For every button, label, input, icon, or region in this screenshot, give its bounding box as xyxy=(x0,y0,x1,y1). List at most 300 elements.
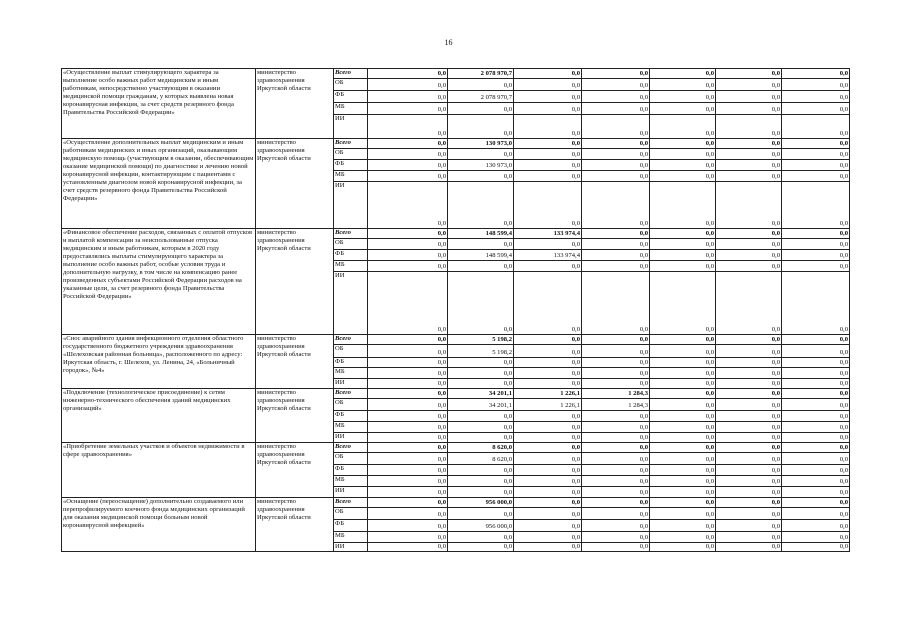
amount-cell: 0,0 xyxy=(582,368,650,379)
amount-cell: 0,0 xyxy=(582,379,650,389)
amount-cell: 0,0 xyxy=(716,498,782,508)
funding-source: ФБ xyxy=(334,520,368,532)
amount-cell: 0,0 xyxy=(582,160,650,171)
amount-cell: 0,0 xyxy=(582,465,650,476)
amount-cell: 0,0 xyxy=(448,272,514,335)
amount-cell: 130 973,0 xyxy=(448,160,514,171)
total-row xyxy=(62,229,850,239)
amount-cell: 0,0 xyxy=(514,411,582,422)
total-row xyxy=(62,498,850,508)
amount-cell: 0,0 xyxy=(582,103,650,115)
amount-cell: 0,0 xyxy=(368,115,448,139)
amount-cell: 0,0 xyxy=(782,335,850,345)
amount-cell: 0,0 xyxy=(368,411,448,422)
measure-description: «Осуществление выплат стимулирующего характера за выполнение особо важных работ медицинским и иным работникам, непосредственно участвующим в оказании медицинской помощи гражданам, у которых выявлена новая коронавирусная инфекция, за счет средств резервного фонда Правительства Российской Федерации» xyxy=(62,69,256,139)
executor: министерство здравоохранения Иркутской области xyxy=(256,335,334,389)
total-row xyxy=(62,69,850,79)
measure-description: «Оснащение (переоснащение) дополнительно создаваемого или перепрофилируемого коечного фонда медицинских организаций для оказания медицинской помощи больным новой коронавирусной инфекцией» xyxy=(62,498,256,552)
amount-cell: 0,0 xyxy=(782,358,850,368)
funding-source: ИИ xyxy=(334,182,368,229)
amount-cell: 0,0 xyxy=(782,520,850,532)
amount-cell: 0,0 xyxy=(650,422,716,433)
measure-description: «Финансовое обеспечение расходов, связанных с оплатой отпусков и выплатой компенсации за неиспользованные отпуска медицинским и иным работникам, которым в 2020 году предоставлялись выплаты стимулирующего характера за выполнение особо важных работ, особые условия труда и дополнительную нагрузку, в том числе на компенсацию ранее произведенных субъектами Российской Федерации расходов на указанные цели, за счет резервного фонда Правительства Российской Федерации» xyxy=(62,229,256,335)
total-row xyxy=(62,389,850,399)
amount-cell: 0,0 xyxy=(782,508,850,520)
amount-cell: 0,0 xyxy=(716,345,782,358)
executor: министерство здравоохранения Иркутской области xyxy=(256,69,334,139)
amount-cell: 0,0 xyxy=(368,422,448,433)
amount-cell: 0,0 xyxy=(782,79,850,91)
amount-cell: 0,0 xyxy=(782,465,850,476)
amount-cell: 0,0 xyxy=(782,487,850,498)
amount-cell: 0,0 xyxy=(448,433,514,443)
amount-cell: 148 599,4 xyxy=(448,250,514,261)
executor: министерство здравоохранения Иркутской области xyxy=(256,229,334,335)
amount-cell: 0,0 xyxy=(514,498,582,508)
amount-cell: 0,0 xyxy=(782,345,850,358)
amount-cell: 0,0 xyxy=(514,69,582,79)
amount-cell: 0,0 xyxy=(650,182,716,229)
amount-cell: 8 620,0 xyxy=(448,453,514,465)
funding-source: ОБ xyxy=(334,399,368,411)
amount-cell: 0,0 xyxy=(650,411,716,422)
amount-cell: 0,0 xyxy=(716,476,782,487)
amount-cell: 0,0 xyxy=(368,160,448,171)
amount-cell: 0,0 xyxy=(650,520,716,532)
amount-cell: 0,0 xyxy=(782,160,850,171)
amount-cell: 0,0 xyxy=(650,91,716,103)
amount-cell: 956 000,0 xyxy=(448,498,514,508)
amount-cell: 0,0 xyxy=(368,368,448,379)
funding-source: МБ xyxy=(334,171,368,182)
funding-source: ОБ xyxy=(334,508,368,520)
measure-description: «Снос аварийного здания инфекционного отделения областного государственного бюджетного учреждения здравоохранения «Шелеховская районная больница», расположенного по адресу: Иркутская область, г. Шелехов, ул. Ленина, 24, «Больничный городок», №4» xyxy=(62,335,256,389)
amount-cell: 0,0 xyxy=(782,171,850,182)
amount-cell: 0,0 xyxy=(782,422,850,433)
amount-cell: 0,0 xyxy=(716,543,782,552)
amount-cell: 0,0 xyxy=(582,335,650,345)
amount-cell: 34 201,1 xyxy=(448,399,514,411)
amount-cell: 0,0 xyxy=(582,498,650,508)
amount-cell: 0,0 xyxy=(368,443,448,453)
amount-cell: 0,0 xyxy=(514,345,582,358)
amount-cell: 2 078 970,7 xyxy=(448,69,514,79)
amount-cell: 0,0 xyxy=(514,368,582,379)
amount-cell: 0,0 xyxy=(650,532,716,543)
amount-cell: 0,0 xyxy=(650,433,716,443)
amount-cell: 0,0 xyxy=(514,532,582,543)
amount-cell: 0,0 xyxy=(368,79,448,91)
amount-cell: 0,0 xyxy=(582,229,650,239)
amount-cell: 0,0 xyxy=(582,543,650,552)
amount-cell: 0,0 xyxy=(716,433,782,443)
amount-cell: 0,0 xyxy=(716,139,782,149)
amount-cell: 0,0 xyxy=(448,149,514,160)
funding-source: ИИ xyxy=(334,115,368,139)
funding-source: Всего xyxy=(334,443,368,453)
amount-cell: 34 201,1 xyxy=(448,389,514,399)
amount-cell: 0,0 xyxy=(650,508,716,520)
amount-cell: 0,0 xyxy=(448,532,514,543)
amount-cell: 2 078 970,7 xyxy=(448,91,514,103)
amount-cell: 0,0 xyxy=(368,476,448,487)
total-row xyxy=(62,139,850,149)
total-row xyxy=(62,443,850,453)
amount-cell: 0,0 xyxy=(782,182,850,229)
amount-cell: 0,0 xyxy=(650,229,716,239)
amount-cell: 130 973,0 xyxy=(448,139,514,149)
budget-table-body xyxy=(62,69,850,552)
amount-cell: 0,0 xyxy=(650,379,716,389)
amount-cell: 0,0 xyxy=(716,115,782,139)
amount-cell: 0,0 xyxy=(582,453,650,465)
amount-cell: 0,0 xyxy=(782,498,850,508)
amount-cell: 0,0 xyxy=(448,239,514,250)
amount-cell: 0,0 xyxy=(582,476,650,487)
amount-cell: 0,0 xyxy=(582,433,650,443)
amount-cell: 0,0 xyxy=(582,443,650,453)
amount-cell: 0,0 xyxy=(448,182,514,229)
amount-cell: 0,0 xyxy=(582,149,650,160)
amount-cell: 0,0 xyxy=(514,261,582,272)
funding-source: ОБ xyxy=(334,345,368,358)
amount-cell: 5 198,2 xyxy=(448,335,514,345)
funding-source: ФБ xyxy=(334,411,368,422)
amount-cell: 0,0 xyxy=(650,272,716,335)
amount-cell: 0,0 xyxy=(716,508,782,520)
funding-source: ОБ xyxy=(334,453,368,465)
amount-cell: 0,0 xyxy=(582,272,650,335)
amount-cell: 0,0 xyxy=(368,182,448,229)
amount-cell: 0,0 xyxy=(782,69,850,79)
amount-cell: 0,0 xyxy=(650,399,716,411)
amount-cell: 0,0 xyxy=(650,69,716,79)
amount-cell: 0,0 xyxy=(448,487,514,498)
amount-cell: 0,0 xyxy=(368,532,448,543)
amount-cell: 0,0 xyxy=(716,182,782,229)
funding-source: ИИ xyxy=(334,543,368,552)
amount-cell: 133 974,4 xyxy=(514,250,582,261)
amount-cell: 0,0 xyxy=(650,139,716,149)
amount-cell: 0,0 xyxy=(448,476,514,487)
amount-cell: 0,0 xyxy=(782,532,850,543)
funding-source: ФБ xyxy=(334,91,368,103)
amount-cell: 0,0 xyxy=(514,465,582,476)
funding-source: МБ xyxy=(334,103,368,115)
amount-cell: 0,0 xyxy=(782,368,850,379)
amount-cell: 0,0 xyxy=(650,115,716,139)
amount-cell: 0,0 xyxy=(716,443,782,453)
amount-cell: 0,0 xyxy=(368,453,448,465)
funding-source: МБ xyxy=(334,532,368,543)
funding-source: МБ xyxy=(334,368,368,379)
amount-cell: 0,0 xyxy=(716,69,782,79)
amount-cell: 0,0 xyxy=(716,250,782,261)
funding-source: Всего xyxy=(334,335,368,345)
amount-cell: 0,0 xyxy=(368,272,448,335)
amount-cell: 0,0 xyxy=(650,453,716,465)
total-row xyxy=(62,335,850,345)
amount-cell: 0,0 xyxy=(716,487,782,498)
amount-cell: 0,0 xyxy=(368,261,448,272)
amount-cell: 0,0 xyxy=(650,498,716,508)
amount-cell: 1 284,3 xyxy=(582,389,650,399)
amount-cell: 0,0 xyxy=(448,543,514,552)
amount-cell: 0,0 xyxy=(650,345,716,358)
amount-cell: 0,0 xyxy=(368,69,448,79)
amount-cell: 0,0 xyxy=(716,171,782,182)
amount-cell: 0,0 xyxy=(368,149,448,160)
amount-cell: 0,0 xyxy=(514,182,582,229)
amount-cell: 0,0 xyxy=(582,487,650,498)
amount-cell: 0,0 xyxy=(650,476,716,487)
amount-cell: 0,0 xyxy=(582,182,650,229)
amount-cell: 0,0 xyxy=(782,239,850,250)
amount-cell: 0,0 xyxy=(782,543,850,552)
amount-cell: 0,0 xyxy=(716,335,782,345)
amount-cell: 0,0 xyxy=(582,422,650,433)
amount-cell: 0,0 xyxy=(514,335,582,345)
amount-cell: 0,0 xyxy=(716,358,782,368)
amount-cell: 1 226,1 xyxy=(514,389,582,399)
amount-cell: 0,0 xyxy=(448,103,514,115)
amount-cell: 0,0 xyxy=(782,411,850,422)
amount-cell: 0,0 xyxy=(368,139,448,149)
amount-cell: 0,0 xyxy=(782,229,850,239)
amount-cell: 0,0 xyxy=(448,171,514,182)
amount-cell: 0,0 xyxy=(514,272,582,335)
amount-cell: 0,0 xyxy=(514,149,582,160)
funding-source: ОБ xyxy=(334,149,368,160)
amount-cell: 0,0 xyxy=(448,411,514,422)
amount-cell: 0,0 xyxy=(368,498,448,508)
amount-cell: 0,0 xyxy=(782,115,850,139)
amount-cell: 148 599,4 xyxy=(448,229,514,239)
amount-cell: 0,0 xyxy=(716,229,782,239)
amount-cell: 0,0 xyxy=(650,443,716,453)
funding-source: Всего xyxy=(334,389,368,399)
amount-cell: 0,0 xyxy=(368,508,448,520)
amount-cell: 1 284,3 xyxy=(582,399,650,411)
amount-cell: 0,0 xyxy=(582,239,650,250)
measure-description: «Приобретение земельных участков и объектов недвижимости в сфере здравоохранения» xyxy=(62,443,256,498)
amount-cell: 0,0 xyxy=(716,368,782,379)
amount-cell: 0,0 xyxy=(368,543,448,552)
amount-cell: 0,0 xyxy=(782,453,850,465)
page-number: 16 xyxy=(444,38,453,47)
funding-source: Всего xyxy=(334,139,368,149)
amount-cell: 0,0 xyxy=(448,368,514,379)
funding-source: ОБ xyxy=(334,79,368,91)
amount-cell: 0,0 xyxy=(782,91,850,103)
amount-cell: 0,0 xyxy=(368,465,448,476)
amount-cell: 0,0 xyxy=(782,389,850,399)
amount-cell: 0,0 xyxy=(650,160,716,171)
amount-cell: 0,0 xyxy=(782,272,850,335)
funding-source: ИИ xyxy=(334,272,368,335)
amount-cell: 0,0 xyxy=(716,532,782,543)
amount-cell: 0,0 xyxy=(368,250,448,261)
funding-source: ОБ xyxy=(334,239,368,250)
amount-cell: 0,0 xyxy=(368,399,448,411)
amount-cell: 0,0 xyxy=(650,171,716,182)
amount-cell: 0,0 xyxy=(448,358,514,368)
amount-cell: 0,0 xyxy=(782,443,850,453)
amount-cell: 0,0 xyxy=(582,358,650,368)
amount-cell: 0,0 xyxy=(368,229,448,239)
amount-cell: 0,0 xyxy=(514,433,582,443)
funding-source: ФБ xyxy=(334,465,368,476)
funding-source: МБ xyxy=(334,261,368,272)
budget-table xyxy=(61,68,850,552)
amount-cell: 0,0 xyxy=(782,433,850,443)
funding-source: МБ xyxy=(334,422,368,433)
amount-cell: 8 620,0 xyxy=(448,443,514,453)
amount-cell: 0,0 xyxy=(582,508,650,520)
amount-cell: 0,0 xyxy=(716,399,782,411)
amount-cell: 0,0 xyxy=(514,508,582,520)
amount-cell: 0,0 xyxy=(650,465,716,476)
amount-cell: 0,0 xyxy=(514,239,582,250)
amount-cell: 0,0 xyxy=(514,487,582,498)
amount-cell: 0,0 xyxy=(582,69,650,79)
amount-cell: 0,0 xyxy=(368,335,448,345)
amount-cell: 0,0 xyxy=(716,261,782,272)
funding-source: Всего xyxy=(334,69,368,79)
amount-cell: 0,0 xyxy=(650,389,716,399)
amount-cell: 0,0 xyxy=(650,261,716,272)
amount-cell: 0,0 xyxy=(716,389,782,399)
amount-cell: 133 974,4 xyxy=(514,229,582,239)
funding-source: ФБ xyxy=(334,250,368,261)
amount-cell: 0,0 xyxy=(514,103,582,115)
amount-cell: 0,0 xyxy=(716,272,782,335)
executor: министерство здравоохранения Иркутской области xyxy=(256,139,334,229)
amount-cell: 0,0 xyxy=(514,139,582,149)
amount-cell: 0,0 xyxy=(582,79,650,91)
amount-cell: 0,0 xyxy=(582,171,650,182)
amount-cell: 0,0 xyxy=(368,103,448,115)
amount-cell: 956 000,0 xyxy=(448,520,514,532)
amount-cell: 0,0 xyxy=(448,379,514,389)
amount-cell: 0,0 xyxy=(716,465,782,476)
amount-cell: 0,0 xyxy=(782,379,850,389)
amount-cell: 0,0 xyxy=(716,91,782,103)
amount-cell: 0,0 xyxy=(716,149,782,160)
funding-source: МБ xyxy=(334,476,368,487)
amount-cell: 0,0 xyxy=(514,160,582,171)
amount-cell: 0,0 xyxy=(582,261,650,272)
amount-cell: 0,0 xyxy=(514,443,582,453)
amount-cell: 0,0 xyxy=(368,239,448,250)
amount-cell: 0,0 xyxy=(716,411,782,422)
amount-cell: 0,0 xyxy=(368,345,448,358)
amount-cell: 0,0 xyxy=(582,345,650,358)
amount-cell: 0,0 xyxy=(650,250,716,261)
amount-cell: 0,0 xyxy=(514,379,582,389)
amount-cell: 0,0 xyxy=(582,250,650,261)
amount-cell: 0,0 xyxy=(582,532,650,543)
amount-cell: 0,0 xyxy=(368,171,448,182)
amount-cell: 0,0 xyxy=(448,422,514,433)
amount-cell: 0,0 xyxy=(716,239,782,250)
amount-cell: 1 226,1 xyxy=(514,399,582,411)
amount-cell: 0,0 xyxy=(782,399,850,411)
amount-cell: 0,0 xyxy=(650,358,716,368)
amount-cell: 0,0 xyxy=(582,115,650,139)
amount-cell: 0,0 xyxy=(782,250,850,261)
amount-cell: 0,0 xyxy=(650,149,716,160)
amount-cell: 0,0 xyxy=(514,520,582,532)
amount-cell: 0,0 xyxy=(514,453,582,465)
amount-cell: 0,0 xyxy=(782,261,850,272)
amount-cell: 0,0 xyxy=(514,476,582,487)
amount-cell: 0,0 xyxy=(716,79,782,91)
amount-cell: 0,0 xyxy=(368,389,448,399)
amount-cell: 0,0 xyxy=(716,103,782,115)
amount-cell: 0,0 xyxy=(514,543,582,552)
amount-cell: 5 198,2 xyxy=(448,345,514,358)
amount-cell: 0,0 xyxy=(716,422,782,433)
amount-cell: 0,0 xyxy=(582,139,650,149)
amount-cell: 0,0 xyxy=(368,91,448,103)
amount-cell: 0,0 xyxy=(514,91,582,103)
amount-cell: 0,0 xyxy=(650,79,716,91)
amount-cell: 0,0 xyxy=(650,103,716,115)
amount-cell: 0,0 xyxy=(650,487,716,498)
amount-cell: 0,0 xyxy=(448,508,514,520)
funding-source: Всего xyxy=(334,498,368,508)
amount-cell: 0,0 xyxy=(368,487,448,498)
funding-source: ИИ xyxy=(334,487,368,498)
funding-source: ФБ xyxy=(334,160,368,171)
amount-cell: 0,0 xyxy=(782,149,850,160)
amount-cell: 0,0 xyxy=(514,79,582,91)
amount-cell: 0,0 xyxy=(582,91,650,103)
amount-cell: 0,0 xyxy=(782,139,850,149)
amount-cell: 0,0 xyxy=(448,115,514,139)
amount-cell: 0,0 xyxy=(782,103,850,115)
amount-cell: 0,0 xyxy=(368,379,448,389)
funding-source: ИИ xyxy=(334,379,368,389)
amount-cell: 0,0 xyxy=(368,520,448,532)
amount-cell: 0,0 xyxy=(514,171,582,182)
amount-cell: 0,0 xyxy=(582,520,650,532)
executor: министерство здравоохранения Иркутской области xyxy=(256,443,334,498)
amount-cell: 0,0 xyxy=(368,433,448,443)
amount-cell: 0,0 xyxy=(448,465,514,476)
measure-description: «Осуществление дополнительных выплат медицинским и иным работникам медицинских и иных организаций, оказывающим медицинскую помощь (участвующим в оказании, обеспечивающим оказание медицинской помощи) по диагностике и лечению новой коронавирусной инфекции, контактирующим с пациентами с установленным диагнозом новой коронавирусной инфекции, за счет средств резервного фонда Правительства Российской Федерации» xyxy=(62,139,256,229)
funding-source: Всего xyxy=(334,229,368,239)
amount-cell: 0,0 xyxy=(514,115,582,139)
executor: министерство здравоохранения Иркутской области xyxy=(256,389,334,443)
amount-cell: 0,0 xyxy=(650,335,716,345)
amount-cell: 0,0 xyxy=(514,422,582,433)
amount-cell: 0,0 xyxy=(514,358,582,368)
amount-cell: 0,0 xyxy=(782,476,850,487)
amount-cell: 0,0 xyxy=(650,239,716,250)
amount-cell: 0,0 xyxy=(716,160,782,171)
amount-cell: 0,0 xyxy=(650,543,716,552)
amount-cell: 0,0 xyxy=(582,411,650,422)
amount-cell: 0,0 xyxy=(650,368,716,379)
amount-cell: 0,0 xyxy=(448,261,514,272)
executor: министерство здравоохранения Иркутской области xyxy=(256,498,334,552)
amount-cell: 0,0 xyxy=(716,453,782,465)
measure-description: «Подключение (технологическое присоединение) к сетям инженерно-технического обеспечения зданий медицинских организаций» xyxy=(62,389,256,443)
funding-source: ИИ xyxy=(334,433,368,443)
amount-cell: 0,0 xyxy=(368,358,448,368)
